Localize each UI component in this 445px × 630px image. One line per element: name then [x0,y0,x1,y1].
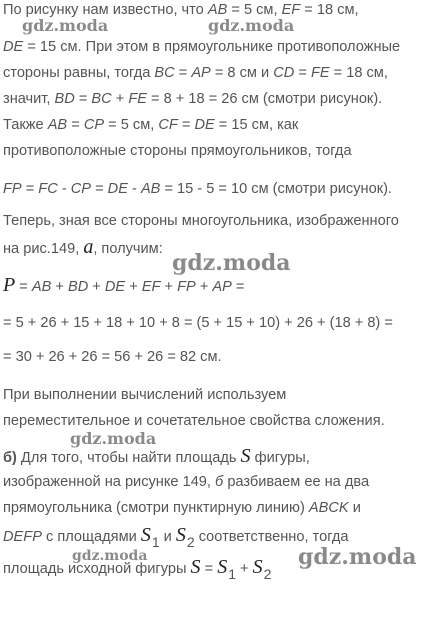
variable: AP [212,279,232,295]
watermark: gdz.moda [70,429,157,448]
variable: AB [31,279,52,295]
text-line-4 [3,90,382,108]
text-line-11 [3,314,393,332]
text-line-13 [3,386,286,404]
text-line-19 [3,558,271,583]
text-segment: = [294,65,311,81]
text-line-5 [3,116,298,134]
text-segment: = 30 + 26 + 26 = 56 + 26 = 82 см. [3,349,222,365]
variable: б [215,474,224,490]
text-segment: и [348,500,361,516]
text-segment: + [51,279,68,295]
text-segment: По рисунку нам известно, что [3,2,208,18]
text-segment: - [127,181,141,197]
variable: CF [158,117,178,133]
text-segment: = 5 см, [227,2,282,18]
text-line-8 [3,212,399,230]
text-line-17 [3,499,361,517]
text-line-15 [3,447,310,467]
variable: DE [194,117,215,133]
text-segment: Теперь, зная все стороны многоугольника, изображенного [3,213,399,229]
text-segment: = [174,65,192,81]
text-segment: = 15 см. При этом в прямоугольнике противоположные [23,39,401,55]
subscript: 2 [186,534,195,550]
text-segment: = 5 + 26 + 15 + 18 + 10 + 8 = (5 + 15 + 10) + 26 + (18 + 8) = [3,315,393,331]
text-segment: = 18 см, [329,65,388,81]
variable: DEFP [3,529,42,545]
text-segment: = [231,279,245,295]
variable: CP [83,117,105,133]
math-symbol: S [240,445,251,467]
text-segment: = 8 + 18 = 26 см (смотри рисунок). [146,91,383,107]
variable: CP [70,181,92,197]
variable: BD [67,279,89,295]
watermark: gdz.moda [172,250,291,276]
variable: DE [104,279,126,295]
text-segment: + [111,91,129,107]
text-segment: = [91,181,108,197]
text-segment: переместительное и сочетательное свойства сложения. [3,413,385,429]
variable: CD [273,65,295,81]
text-segment: - [57,181,71,197]
text-segment: изображенной на рисунке 149, [3,474,216,490]
variable: EF [141,279,161,295]
text-segment: и [159,529,176,545]
text-line-10 [3,276,244,296]
math-symbol: S [190,556,201,578]
variable: EF [281,2,301,18]
variable: FP [3,181,22,197]
variable: ABCK [308,500,349,516]
text-line-6 [3,142,352,160]
variable: BC [154,65,175,81]
watermark: gdz.moda [72,548,148,564]
text-segment: разбиваем ее на два [223,474,370,490]
text-segment: + [160,279,178,295]
text-segment: Также [3,117,48,133]
text-segment: = [200,561,218,577]
text-segment: прямоугольника (смотри пунктирную линию) [3,500,309,516]
math-symbol: S [217,556,228,578]
text-segment: = [177,117,195,133]
text-segment: = 18 см, [300,2,359,18]
text-segment: значит, [3,91,55,107]
text-line-2 [3,38,400,56]
text-segment: стороны равны, тогда [3,65,155,81]
text-line-3 [3,64,388,82]
watermark: gdz.moda [22,16,109,35]
variable: DE [107,181,128,197]
variable: AB [207,2,228,18]
text-segment: = 8 см и [210,65,274,81]
math-symbol: S [252,556,263,578]
math-symbol: S [140,524,151,546]
text-segment: + [195,279,213,295]
text-segment: противоположные стороны прямоугольников, тогда [3,143,352,159]
text-segment: соответственно, тогда [194,529,349,545]
variable: BD [54,91,75,107]
variable: AB [140,181,161,197]
variable: AP [191,65,211,81]
text-segment: = 5 см, [104,117,159,133]
text-line-7 [3,180,392,198]
variable: FE [310,65,330,81]
text-line-18 [3,526,349,551]
text-segment: = [21,181,39,197]
text-line-12 [3,348,222,366]
text-line-16 [3,473,369,491]
text-segment: = [15,279,32,295]
variable: FP [177,279,196,295]
text-line-14 [3,412,385,430]
variable: BC [91,91,112,107]
math-symbol: a [83,236,94,258]
text-segment: При выполнении вычислений используем [3,387,287,403]
variable: AB [47,117,68,133]
text-segment: = [67,117,84,133]
variable: FE [128,91,147,107]
text-segment: + [235,561,253,577]
text-segment: с площадями [41,529,141,545]
watermark: gdz.moda [208,16,295,35]
text-line-9 [3,238,163,258]
text-segment: площадь исходной фигуры [3,561,191,577]
subscript: 2 [263,566,272,582]
text-segment: фигуры, [250,450,310,466]
text-segment: Для того, чтобы найти площадь [16,450,241,466]
text-segment: + [125,279,142,295]
watermark: gdz.moda [298,544,417,570]
text-segment: , получим: [93,241,163,257]
subscript: 1 [151,534,160,550]
text-segment: = 15 - 5 = 10 см (смотри рисунок). [160,181,392,197]
math-symbol: P [3,274,16,296]
subscript: 1 [228,566,236,582]
text-segment: = 15 см, как [214,117,299,133]
variable: DE [3,39,24,55]
text-segment: + [88,279,105,295]
text-segment: = [74,91,92,107]
variable: FC [38,181,58,197]
math-symbol: S [175,524,186,546]
item-label: б) [3,450,17,466]
text-segment: на рис.149, [3,241,84,257]
